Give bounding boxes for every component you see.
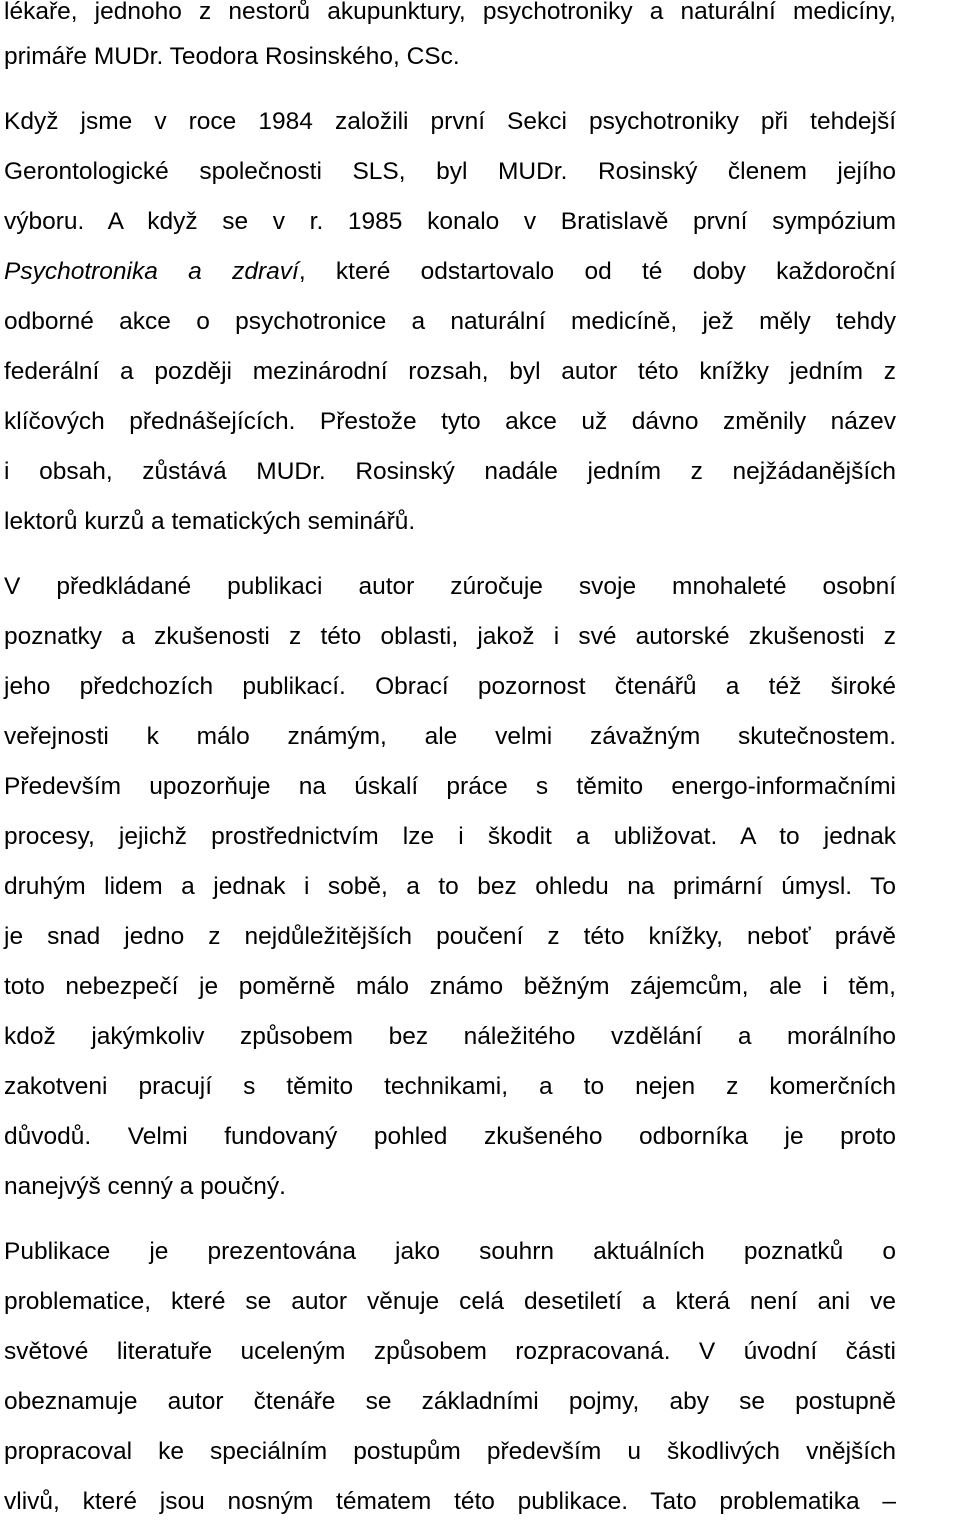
text-line: světové literatuře uceleným způsobem rozpracovaná. V úvodní části (4, 1338, 896, 1365)
document-page (4, 0, 896, 1527)
text-line: vlivů, které jsou nosným tématem této publikace. Tato problematika – (4, 1488, 896, 1515)
text-line: V předkládané publikaci autor zúročuje svoje mnohaleté osobní (4, 573, 896, 600)
text-line: klíčových přednášejících. Přestože tyto akce už dávno změnily název (4, 408, 896, 435)
text-line: poznatky a zkušenosti z této oblasti, jakož i své autorské zkušenosti z (4, 623, 896, 650)
text-line: problematice, které se autor věnuje celá desetiletí a která není ani ve (4, 1288, 896, 1315)
text-line: toto nebezpečí je poměrně málo známo běžným zájemcům, ale i těm, (4, 973, 896, 1000)
text-line: i obsah, zůstává MUDr. Rosinský nadále jedním z nejžádanějších (4, 458, 896, 485)
text-line: lékaře, jednoho z nestorů akupunktury, psychotroniky a naturální medicíny, (4, 0, 896, 25)
text-line: zakotveni pracují s těmito technikami, a to nejen z komerčních (4, 1073, 896, 1100)
text-line: procesy, jejichž prostřednictvím lze i škodit a ubližovat. A to jednak (4, 823, 896, 850)
text-line: druhým lidem a jednak i sobě, a to bez ohledu na primární úmysl. To (4, 873, 896, 900)
text-line: veřejnosti k málo známým, ale velmi závažným skutečnostem. (4, 723, 896, 750)
text-line: Gerontologické společnosti SLS, byl MUDr. Rosinský členem jejího (4, 158, 896, 185)
paragraph (4, 562, 896, 1212)
text-line: Když jsme v roce 1984 založili první Sekci psychotroniky při tehdejší (4, 108, 896, 135)
text-line: je snad jedno z nejdůležitějších poučení z této knížky, neboť právě (4, 923, 896, 950)
text-line: výboru. A když se v r. 1985 konalo v Bratislavě první sympózium (4, 208, 896, 235)
text-line: Především upozorňuje na úskalí práce s těmito energo-informačními (4, 773, 896, 800)
text-line: propracoval ke speciálním postupům především u škodlivých vnějších (4, 1438, 896, 1465)
text-line: primáře MUDr. Teodora Rosinského, CSc. (4, 43, 460, 70)
text-line: jeho předchozích publikací. Obrací pozornost čtenářů a též široké (4, 673, 896, 700)
paragraph (4, 97, 896, 547)
text-line: Publikace je prezentována jako souhrn aktuálních poznatků o (4, 1238, 896, 1265)
paragraph (4, 0, 896, 82)
text-line: obeznamuje autor čtenáře se základními pojmy, aby se postupně (4, 1388, 896, 1415)
text-line: důvodů. Velmi fundovaný pohled zkušeného odborníka je proto (4, 1123, 896, 1150)
text-line: nanejvýš cenný a poučný. (4, 1173, 286, 1200)
paragraph (4, 1227, 896, 1527)
italic-title: Psychotronika a zdraví (4, 258, 299, 285)
text-line: federální a později mezinárodní rozsah, byl autor této knížky jedním z (4, 358, 896, 385)
text-line (4, 247, 896, 297)
line-text: , které odstartovalo od té doby každoroční (298, 258, 896, 285)
text-line: lektorů kurzů a tematických seminářů. (4, 508, 416, 535)
text-line: kdož jakýmkoliv způsobem bez náležitého vzdělání a morálního (4, 1023, 896, 1050)
text-line: odborné akce o psychotronice a naturální medicíně, jež měly tehdy (4, 308, 896, 335)
